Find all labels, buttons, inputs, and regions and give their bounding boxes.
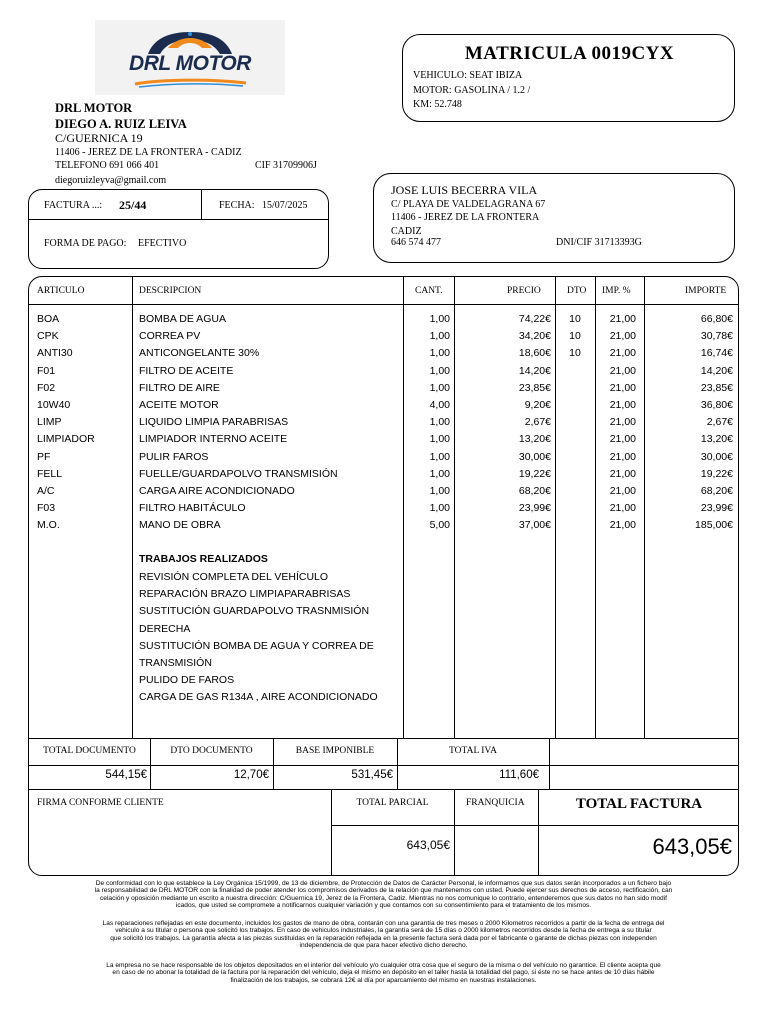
row-qty: 4,00 xyxy=(429,399,450,411)
row-code: PF xyxy=(37,450,51,463)
row-amount: 14,20€ xyxy=(700,364,733,377)
row-imp: 21,00 xyxy=(609,502,636,515)
vehicle-model: VEHICULO: SEAT IBIZA xyxy=(413,70,523,81)
header-descripcion: DESCRIPCION xyxy=(139,286,202,296)
row-description: PULIR FAROS xyxy=(139,450,209,463)
invoice-date: 15/07/2025 xyxy=(262,200,308,211)
row-description: FILTRO HABITÁCULO xyxy=(139,502,246,515)
row-amount: 16,74€ xyxy=(700,347,733,360)
row-imp: 21,00 xyxy=(609,450,636,463)
work-title: TRABAJOS REALIZADOS xyxy=(139,553,268,565)
legal-line: independencia de que para hacer efectivo dicho derecho. xyxy=(299,942,468,950)
row-description: FILTRO DE ACEITE xyxy=(139,364,234,377)
row-description: ANTICONGELANTE 30% xyxy=(139,347,260,360)
company-email: diegoruizleyva@gmail.com xyxy=(55,175,167,186)
totals-line xyxy=(29,738,739,739)
work-line: CARGA DE GAS R134A , AIRE ACONDICIONADO xyxy=(139,691,378,704)
company-city: 11406 - JEREZ DE LA FRONTERA - CADIZ xyxy=(55,147,242,158)
row-dto: 10 xyxy=(569,347,581,360)
row-price: 9,20€ xyxy=(524,399,551,411)
company-owner: DIEGO A. RUIZ LEIVA xyxy=(55,117,187,131)
row-imp: 21,00 xyxy=(609,399,636,411)
invoice-table xyxy=(28,276,739,876)
row-qty: 1,00 xyxy=(429,485,450,497)
row-description: BOMBA DE AGUA xyxy=(139,313,226,325)
row-code: F01 xyxy=(37,364,56,377)
row-amount: 30,78€ xyxy=(700,330,733,343)
company-logo xyxy=(95,20,285,95)
invoice-info-box xyxy=(28,189,329,269)
row-price: 34,20€ xyxy=(518,330,551,343)
header-line xyxy=(29,304,739,305)
row-imp: 21,00 xyxy=(609,433,636,446)
header-precio: PRECIO xyxy=(507,286,541,296)
totals-mid-line xyxy=(29,765,739,766)
firma-label: FIRMA CONFORME CLIENTE xyxy=(37,798,164,808)
row-code: FELL xyxy=(37,467,63,480)
legal-paragraph xyxy=(28,920,739,950)
row-qty: 1,00 xyxy=(429,330,450,343)
row-amount: 23,99€ xyxy=(700,502,733,515)
row-code: ANTI30 xyxy=(37,347,73,360)
total-doc-label: TOTAL DOCUMENTO xyxy=(43,746,136,756)
row-price: 30,00€ xyxy=(518,450,551,463)
row-imp: 21,00 xyxy=(609,519,636,532)
row-imp: 21,00 xyxy=(609,381,636,394)
invoice-number: 25/44 xyxy=(119,198,147,212)
logo-swoosh-icon xyxy=(133,78,248,88)
row-qty: 1,00 xyxy=(429,416,450,429)
work-line: REPARACIÓN BRAZO LIMPIAPARABRISAS xyxy=(139,588,351,601)
row-code: F03 xyxy=(37,502,56,515)
header-cant: CANT. xyxy=(415,286,443,296)
vehicle-engine: MOTOR: GASOLINA / 1.2 / xyxy=(413,85,531,96)
parcial-label: TOTAL PARCIAL xyxy=(356,798,429,808)
client-street: C/ PLAYA DE VALDELAGRANA 67 xyxy=(391,199,546,210)
row-amount: 36,80€ xyxy=(700,399,733,411)
legal-line: Las reparaciones reflejadas en este documento, incluidos los gastos de mano de obra, contarán con una garantía de tres meses o 2000 Kilometros recorridos a partir de la fecha de entrega del xyxy=(102,920,665,927)
work-line: SUSTITUCIÓN BOMBA DE AGUA Y CORREA DE xyxy=(139,639,374,652)
legal-paragraph xyxy=(28,880,739,910)
invoice-date-label: FECHA: xyxy=(219,200,255,211)
legal-line: celación y oposición mediante un escrito a nuestra dirección: C/Guernica 19, Jerez de la Frontera, Cadiz. Mientras no nos comunique lo contrario, entenderemos que sus datos no han sido modif xyxy=(99,894,667,902)
franquicia-label: FRANQUICIA xyxy=(466,798,525,808)
client-city: 11406 - JEREZ DE LA FRONTERA xyxy=(391,212,540,223)
row-qty: 5,00 xyxy=(429,519,450,532)
row-code: M.O. xyxy=(37,519,60,532)
row-code: BOA xyxy=(37,313,60,325)
row-imp: 21,00 xyxy=(609,467,636,480)
company-name: DRL MOTOR xyxy=(55,101,133,115)
company-cif: CIF 31709906J xyxy=(255,160,317,171)
client-box xyxy=(373,173,735,263)
payment-method: EFECTIVO xyxy=(138,238,187,249)
client-phone: 646 574 477 xyxy=(391,237,441,248)
base-value: 531,45€ xyxy=(351,769,393,781)
row-qty: 1,00 xyxy=(429,450,450,463)
row-price: 18,60€ xyxy=(518,347,551,360)
row-amount: 13,20€ xyxy=(700,433,733,446)
legal-line: que solicitó los trabajos. La garantía afecta a las piezas sustituidas en la reparación reflejada en la presente factura será dada por el fabricante o garante de dichas piezas con independen xyxy=(110,934,657,942)
legal-line: De conformidad con lo que establece la Ley Orgánica 15/1999, de 13 de diciembre, de Protección de Datos de Carácter Personal, le informamos que sus datos serán incorporados a un fichero bajo xyxy=(95,880,672,887)
parcial-value: 643,05€ xyxy=(406,838,450,852)
dto-doc-label: DTO DOCUMENTO xyxy=(170,746,253,756)
iva-value: 111,60€ xyxy=(499,769,539,781)
row-qty: 1,00 xyxy=(429,313,450,325)
iva-label: TOTAL IVA xyxy=(449,746,497,756)
row-code: LIMPIADOR xyxy=(37,433,95,446)
row-description: ACEITE MOTOR xyxy=(139,399,219,411)
row-description: CORREA PV xyxy=(139,330,201,343)
row-amount: 19,22€ xyxy=(700,467,733,480)
payment-label: FORMA DE PAGO: xyxy=(44,238,127,249)
legal-line: la responsabilidad de DRL MOTOR con la finalidad de poder atender los compromisos derivados de la relación que mantenemos con usted. Puede ejercer sus derechos de acceso, rectificación, can xyxy=(94,887,673,895)
row-price: 68,20€ xyxy=(518,485,551,497)
row-code: A/C xyxy=(37,485,55,497)
row-description: CARGA AIRE ACONDICIONADO xyxy=(139,485,295,497)
legal-line: vehiculo a su titular o persona que solicitó los trabajos. En caso de vehiculos industriales, la garantía será de 15 días o 2000 kilometros recorridos desde la fecha de entrega a su titular xyxy=(115,927,652,935)
col-line xyxy=(132,277,133,739)
row-amount: 23,85€ xyxy=(700,381,733,394)
row-imp: 21,00 xyxy=(609,485,636,497)
row-imp: 21,00 xyxy=(609,347,636,360)
vehicle-box xyxy=(402,34,735,122)
legal-line: La empresa no se hace responsable de los objetos depositados en el interior del vehículo y/o cualquier otra cosa que el seguro de la misma o del vehículo no garantice. El cliente acepta que xyxy=(106,962,661,969)
row-description: LIMPIADOR INTERNO ACEITE xyxy=(139,433,288,446)
legal-line: icados, que usted se compromete a notificarnos cualquier variación y que contamos con su consentimiento para el tratamiento de los mismos. xyxy=(175,902,592,910)
company-street: C/GUERNICA 19 xyxy=(55,131,143,145)
company-phone: TELEFONO 691 066 401 xyxy=(55,160,160,171)
row-description: FILTRO DE AIRE xyxy=(139,381,220,394)
row-price: 2,67€ xyxy=(524,416,551,429)
row-dto: 10 xyxy=(569,330,581,343)
legal-paragraph xyxy=(28,962,739,984)
vehicle-km: KM: 52.748 xyxy=(413,99,462,110)
row-qty: 1,00 xyxy=(429,364,450,377)
row-amount: 30,00€ xyxy=(700,450,733,463)
legal-line: en caso de no abonar la totalidad de la factura por la reparación del vehículo, deja el mismo en depósito en el taller hasta la totalidad del pago, si éste no se hace antes de 10 días hábile xyxy=(112,969,655,977)
logo-text: DRL MOTOR xyxy=(129,52,251,75)
row-description: LIQUIDO LIMPIA PARABRISAS xyxy=(139,416,289,429)
row-description: FUELLE/GUARDAPOLVO TRANSMISIÓN xyxy=(139,467,338,480)
row-amount: 68,20€ xyxy=(700,485,733,497)
client-name: JOSE LUIS BECERRA VILA xyxy=(391,183,538,197)
base-label: BASE IMPONIBLE xyxy=(295,746,375,756)
row-price: 23,85€ xyxy=(518,381,551,394)
row-imp: 21,00 xyxy=(609,313,636,325)
invoice-number-label: FACTURA ...: xyxy=(44,200,103,211)
invoice-divider xyxy=(201,190,202,220)
client-province: CADIZ xyxy=(391,226,422,237)
work-line: DERECHA xyxy=(139,622,191,635)
totals-bottom-line xyxy=(29,789,739,790)
row-code: LIMP xyxy=(37,416,62,429)
header-imp: IMP. % xyxy=(602,286,631,296)
row-code: F02 xyxy=(37,381,56,394)
totals-col-line xyxy=(549,738,550,789)
row-imp: 21,00 xyxy=(609,330,636,343)
work-line: TRANSMISIÓN xyxy=(139,657,212,669)
row-qty: 1,00 xyxy=(429,433,450,446)
header-articulo: ARTICULO xyxy=(37,286,85,296)
client-dni: DNI/CIF 31713393G xyxy=(556,237,642,248)
work-line: REVISIÓN COMPLETA DEL VEHÍCULO xyxy=(139,571,329,583)
header-importe: IMPORTE xyxy=(685,286,727,296)
row-imp: 21,00 xyxy=(609,364,636,377)
row-amount: 185,00€ xyxy=(695,519,733,532)
work-line: SUSTITUCIÓN GUARDAPOLVO TRASNMISIÓN xyxy=(139,605,370,618)
total-doc-value: 544,15€ xyxy=(105,769,147,781)
legal-line: finalización de los trabajos, se cobrará 12€ al día por aparcamiento del mismo en nuestras instalaciones. xyxy=(230,976,537,984)
bottom-col-line xyxy=(454,789,455,876)
dto-doc-value: 12,70€ xyxy=(233,769,269,781)
row-description: MANO DE OBRA xyxy=(139,519,221,532)
col-line xyxy=(555,277,556,739)
total-factura-label: TOTAL FACTURA xyxy=(575,796,703,812)
row-price: 23,99€ xyxy=(518,502,551,515)
row-price: 13,20€ xyxy=(518,433,551,446)
header-dto: DTO xyxy=(567,286,587,296)
row-qty: 1,00 xyxy=(429,381,450,394)
row-amount: 66,80€ xyxy=(700,313,733,325)
row-code: CPK xyxy=(37,330,59,343)
invoice-hline xyxy=(29,219,328,220)
row-imp: 21,00 xyxy=(609,416,636,429)
row-price: 37,00€ xyxy=(518,519,551,532)
row-code: 10W40 xyxy=(37,399,71,411)
row-qty: 1,00 xyxy=(429,467,450,480)
parcial-line xyxy=(331,825,739,826)
row-qty: 1,00 xyxy=(429,502,450,515)
total-factura-value: 643,05€ xyxy=(652,834,732,859)
row-price: 74,22€ xyxy=(518,313,551,325)
row-price: 14,20€ xyxy=(518,364,551,377)
row-price: 19,22€ xyxy=(518,467,551,480)
plate-title: MATRICULA 0019CYX xyxy=(464,43,675,64)
row-amount: 2,67€ xyxy=(706,416,733,429)
row-qty: 1,00 xyxy=(429,347,450,360)
row-dto: 10 xyxy=(569,313,581,325)
work-line: PULIDO DE FAROS xyxy=(139,674,235,687)
